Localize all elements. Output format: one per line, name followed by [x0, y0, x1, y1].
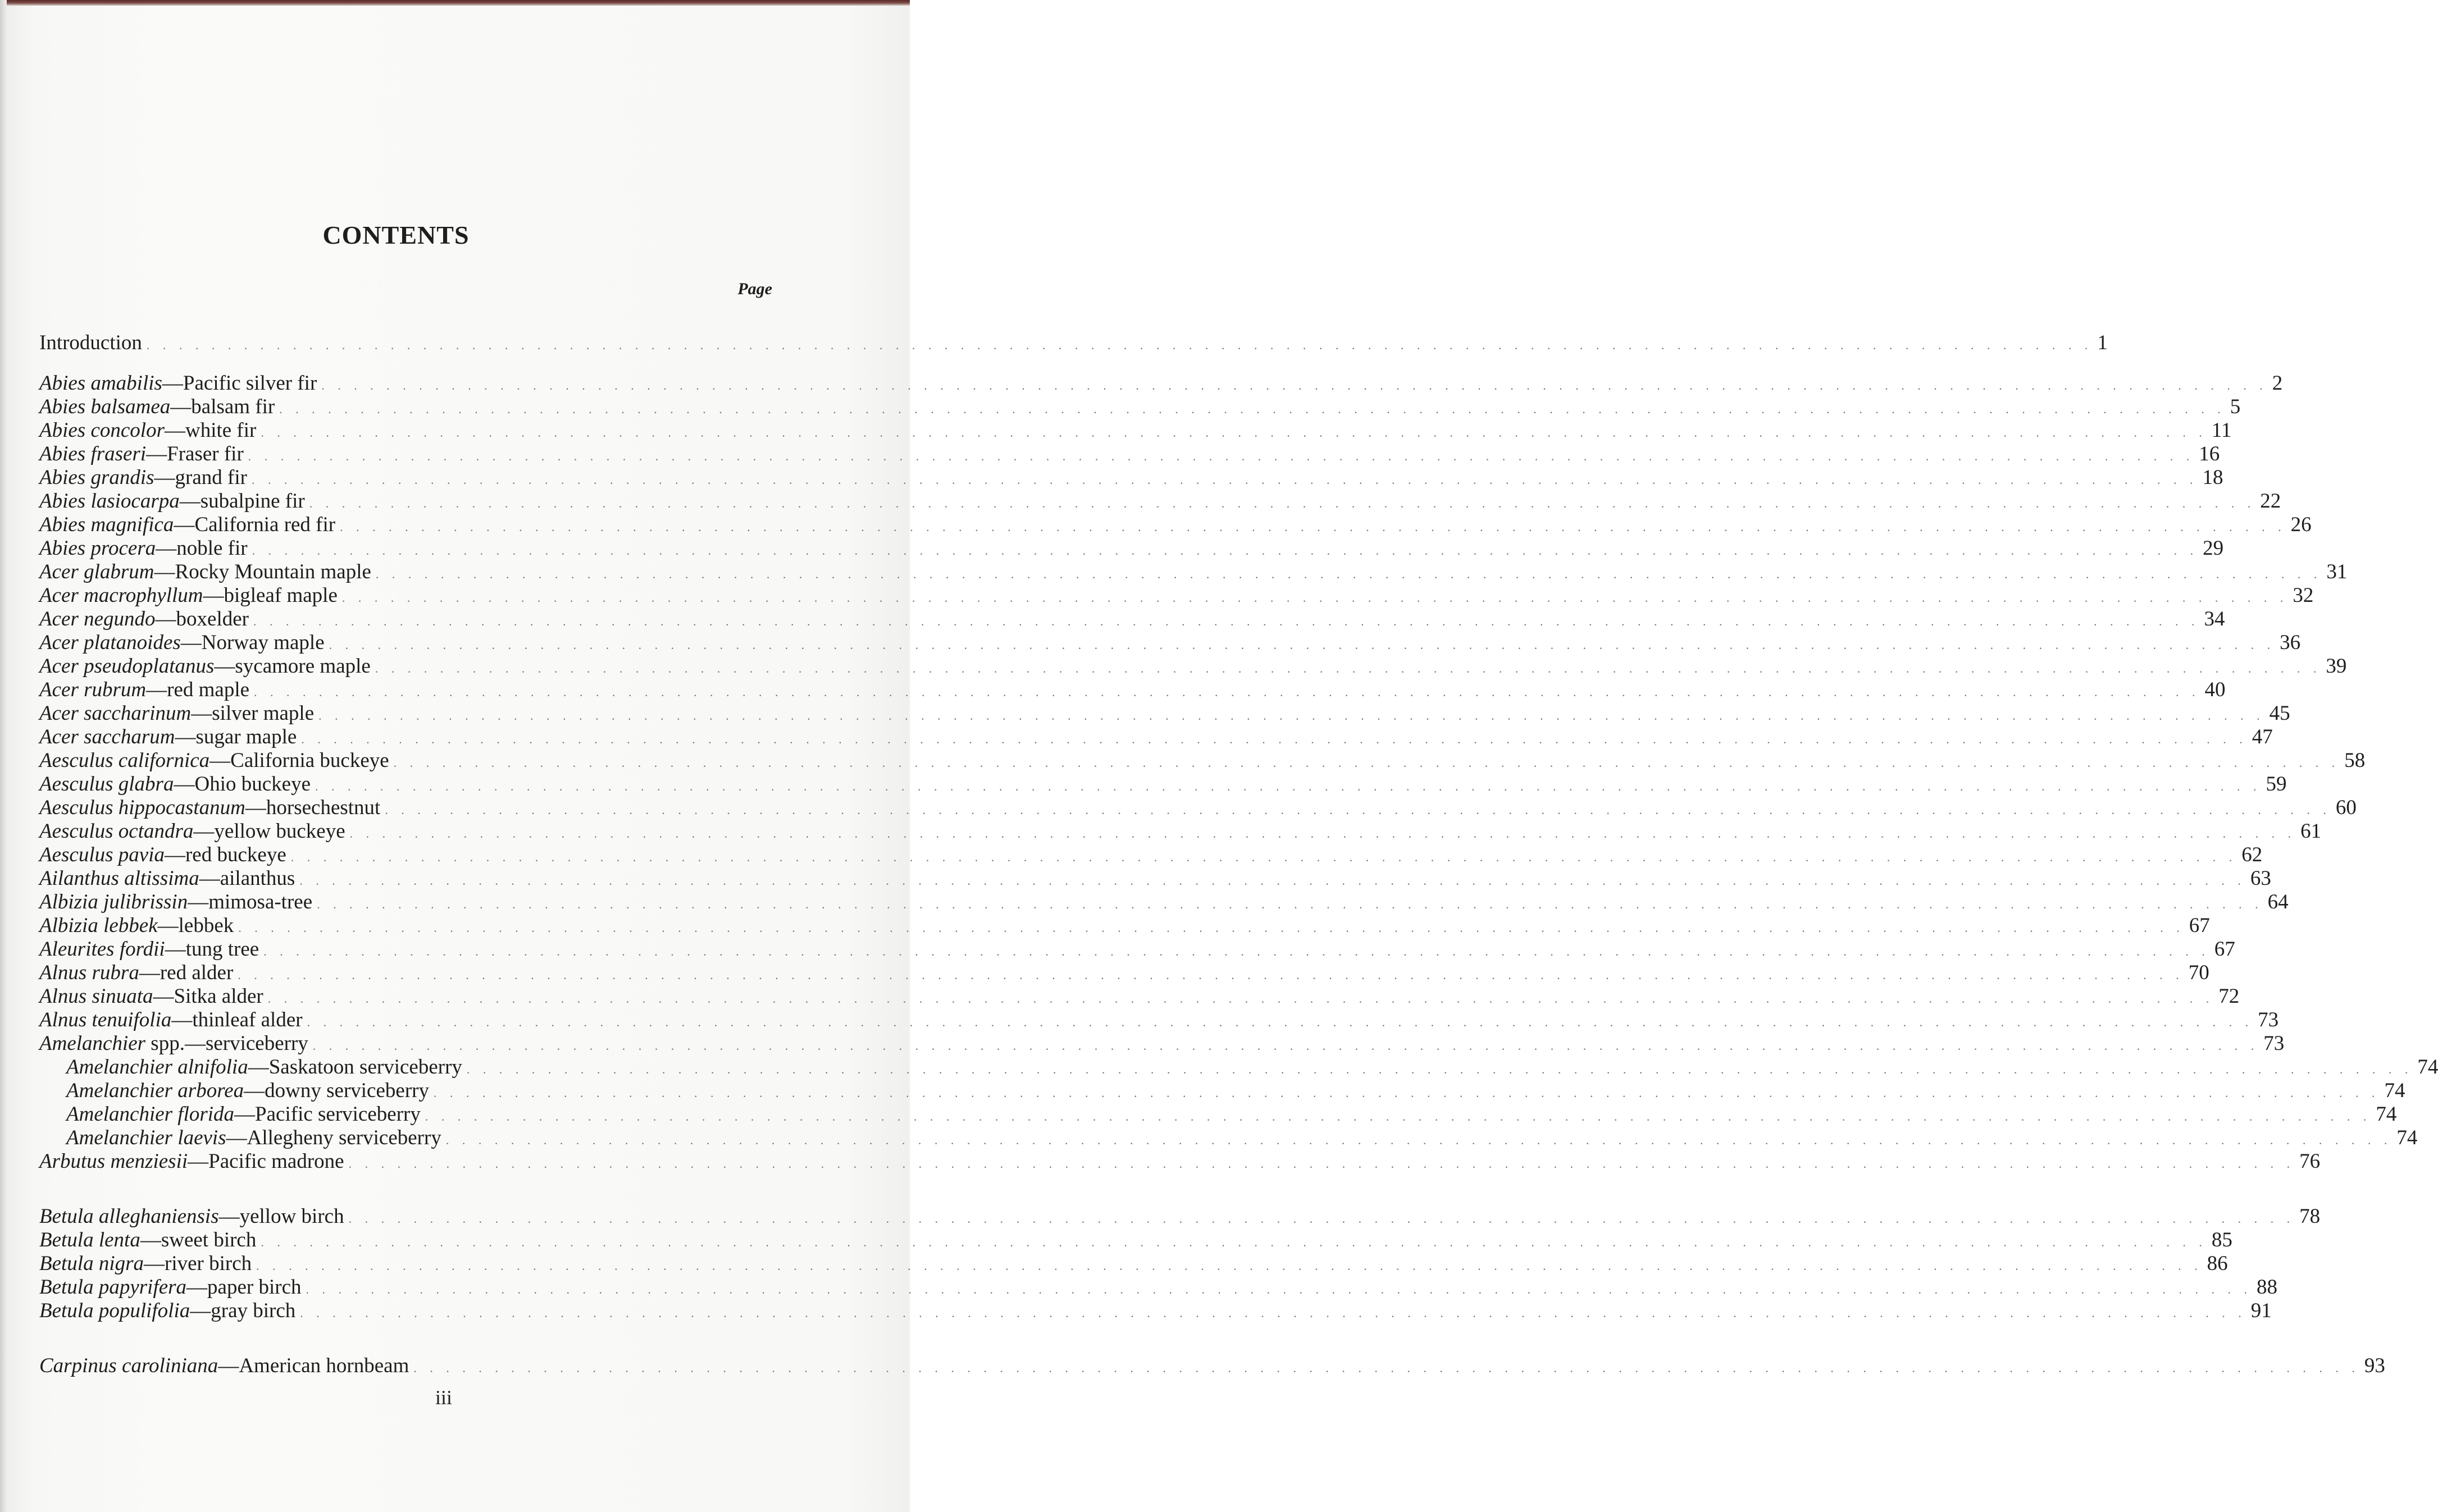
page-number: 62 [2241, 843, 2263, 866]
genus-name: Abies [39, 537, 86, 560]
page-number: 60 [2335, 796, 2357, 819]
leader-dots: . . . . . . . . . . . . . . . . . . . . . . . . . . . . . . . . . . . . . . . . . . . . . . . . . . . . . . . . . . . . . . . . . . . . . . . . . . . . . . . . . . . . . . . . . . . . . . . . . . . . . . . . . . . . . . . . . . . . . . . . [306, 1282, 2252, 1296]
species-name: glabrum [84, 560, 154, 583]
toc-entry [39, 749, 2366, 773]
page-number: 29 [2203, 537, 2224, 560]
common-name: thinleaf alder [192, 1008, 303, 1031]
entry-name: Amelanchier alnifolia—Saskatoon serviceberry [66, 1056, 462, 1079]
toc-entry [39, 1126, 2418, 1150]
common-name: mimosa-tree [208, 890, 313, 913]
common-name: horsechestnut [266, 796, 381, 819]
species-name: fordii [119, 938, 165, 961]
species-name: nigra [98, 1252, 144, 1275]
genus-name: Acer [39, 702, 79, 725]
page-number: 88 [2257, 1276, 2277, 1299]
common-name: American hornbeam [239, 1354, 409, 1377]
genus-name: Aesculus [39, 796, 113, 819]
leader-dots: . . . . . . . . . . . . . . . . . . . . . . . . . . . . . . . . . . . . . . . . . . . . . . . . . . . . . . . . . . . . . . . . . . . . . . . . . . . . . . . . . . . . . . . . . . . . . . . . . . . . . . . . . . . . . . . . . . . . . . . . [300, 1306, 2246, 1320]
page-number: 32 [2293, 584, 2314, 607]
genus-name: Abies [39, 372, 86, 395]
common-name: balsam fir [191, 395, 275, 418]
species-name: julibrissin [103, 890, 188, 913]
species-name: lasiocarpa [90, 490, 180, 513]
toc-entry [39, 773, 2287, 796]
entry-name: Amelanchier arborea—downy serviceberry [66, 1079, 429, 1102]
common-name: Rocky Mountain maple [175, 560, 371, 583]
toc-entry [39, 442, 2220, 466]
page-number: 1 [2097, 331, 2108, 354]
leader-dots: . . . . . . . . . . . . . . . . . . . . . . . . . . . . . . . . . . . . . . . . . . . . . . . . . . . . . . . . . . . . . . . . . . . . . . . . . . . . . . . . . . . . . . . . . . . . . . . . . . . . . . . . . . . . . . . . . . . . . . . . [340, 520, 2286, 534]
leader-dots: . . . . . . . . . . . . . . . . . . . . . . . . . . . . . . . . . . . . . . . . . . . . . . . . . . . . . . . . . . . . . . . . . . . . . . . . . . . . . . . . . . . . . . . . . . . . . . . . . . . . . . . . . . . . . . . . . . . . . . . . [251, 473, 2198, 487]
genus-name: Aesculus [39, 843, 113, 866]
toc-entry [39, 1056, 2438, 1079]
leader-dots: . . . . . . . . . . . . . . . . . . . . . . . . . . . . . . . . . . . . . . . . . . . . . . . . . . . . . . . . . . . . . . . . . . . . . . . . . . . . . . . . . . . . . . . . . . . . . . . . . . . . . . . . . . . . . . . . . . . . . . . . [341, 591, 2289, 605]
genus-name: Acer [39, 631, 79, 654]
page-number: 16 [2199, 442, 2220, 465]
entry-name: Amelanchier laevis—Allegheny serviceberry [66, 1126, 441, 1149]
genus-name: Acer [39, 655, 79, 678]
entry-name: Betula nigra—river birch [39, 1252, 252, 1275]
common-name: Sitka alder [174, 985, 263, 1008]
species-name: rubrum [84, 678, 147, 701]
entry-name: Acer macrophyllum—bigleaf maple [39, 584, 338, 607]
page-number: 74 [2384, 1079, 2405, 1102]
leader-dots: . . . . . . . . . . . . . . . . . . . . . . . . . . . . . . . . . . . . . . . . . . . . . . . . . . . . . . . . . . . . . . . . . . . . . . . . . . . . . . . . . . . . . . . . . . . . . . . . . . . . . . . . . . . . . . . . . . . . . . . . [375, 567, 2322, 581]
species-name: grandis [90, 466, 154, 489]
page-number: 31 [2326, 560, 2348, 583]
entry-name: Amelanchier florida—Pacific serviceberry [66, 1103, 421, 1126]
entry-name: Alnus tenuifolia—thinleaf alder [39, 1008, 303, 1031]
species-name: platanoides [84, 631, 181, 654]
entry-name: Abies grandis—grand fir [39, 466, 247, 489]
genus-name: Abies [39, 466, 86, 489]
common-name: sycamore maple [235, 655, 371, 678]
common-name: serviceberry [205, 1032, 308, 1055]
leader-dots: . . . . . . . . . . . . . . . . . . . . . . . . . . . . . . . . . . . . . . . . . . . . . . . . . . . . . . . . . . . . . . . . . . . . . . . . . . . . . . . . . . . . . . . . . . . . . . . . . . . . . . . . . . . . . . . . . . . . . . . . [348, 1212, 2295, 1226]
page-number: 58 [2344, 749, 2366, 772]
entry-name: Abies magnifica—California red fir [39, 513, 336, 536]
species-name: florida [177, 1103, 235, 1126]
leader-dots: . . . . . . . . . . . . . . . . . . . . . . . . . . . . . . . . . . . . . . . . . . . . . . . . . . . . . . . . . . . . . . . . . . . . . . . . . . . . . . . . . . . . . . . . . . . . . . . . . . . . . . . . . . . . . . . . . . . . . . . . [299, 874, 2246, 888]
species-name: populifolia [98, 1299, 190, 1322]
contents-list [39, 303, 2438, 1378]
genus-name: Aleurites [39, 938, 115, 961]
genus-name: Betula [39, 1228, 94, 1251]
common-name: grand fir [175, 466, 247, 489]
leader-dots: . . . . . . . . . . . . . . . . . . . . . . . . . . . . . . . . . . . . . . . . . . . . . . . . . . . . . . . . . . . . . . . . . . . . . . . . . . . . . . . . . . . . . . . . . . . . . . . . . . . . . . . . . . . . . . . . . . . . . . . . [317, 897, 2263, 911]
species-name: glabra [118, 773, 174, 796]
toc-entry [39, 537, 2224, 560]
genus-name: Aesculus [39, 820, 113, 843]
common-name: river birch [165, 1252, 252, 1275]
common-name: sugar maple [195, 725, 297, 748]
leader-dots: . . . . . . . . . . . . . . . . . . . . . . . . . . . . . . . . . . . . . . . . . . . . . . . . . . . . . . . . . . . . . . . . . . . . . . . . . . . . . . . . . . . . . . . . . . . . . . . . . . . . . . . . . . . . . . . . . . . . . . . . [256, 1259, 2203, 1273]
common-name: subalpine fir [200, 490, 305, 513]
leader-dots: . . . . . . . . . . . . . . . . . . . . . . . . . . . . . . . . . . . . . . . . . . . . . . . . . . . . . . . . . . . . . . . . . . . . . . . . . . . . . . . . . . . . . . . . . . . . . . . . . . . . . . . . . . . . . . . . . . . . . . . . [349, 826, 2296, 840]
page-number: 67 [2214, 938, 2235, 961]
common-name: Saskatoon serviceberry [268, 1056, 462, 1079]
toc-entry [39, 678, 2226, 702]
toc-entry [39, 490, 2281, 513]
entry-name: Amelanchier spp.—serviceberry [39, 1032, 308, 1055]
leader-dots: . . . . . . . . . . . . . . . . . . . . . . . . . . . . . . . . . . . . . . . . . . . . . . . . . . . . . . . . . . . . . . . . . . . . . . . . . . . . . . . . . . . . . . . . . . . . . . . . . . . . . . . . . . . . . . . . . . . . . . . . [466, 1062, 2413, 1076]
entry-name: Abies concolor—white fir [39, 419, 257, 442]
entry-name: Betula alleghaniensis—yellow birch [39, 1205, 344, 1228]
page-number: 91 [2250, 1299, 2272, 1322]
entry-name: Abies balsamea—balsam fir [39, 395, 275, 418]
species-qualifier: spp. [145, 1032, 185, 1055]
genus-name: Betula [39, 1276, 94, 1299]
genus-name: Acer [39, 725, 79, 748]
toc-entry [39, 395, 2241, 419]
entry-name: Acer negundo—boxelder [39, 607, 249, 631]
page-number: 26 [2290, 513, 2312, 536]
genus-name: Alnus [39, 961, 87, 984]
toc-entry [39, 843, 2263, 867]
toc-entry [39, 820, 2322, 843]
common-name: Fraser fir [167, 442, 244, 465]
toc-entry [39, 1252, 2228, 1276]
species-name: magnifica [90, 513, 174, 536]
common-name: downy serviceberry [265, 1079, 429, 1102]
toc-entry [39, 985, 2240, 1008]
common-name: Ohio buckeye [194, 773, 311, 796]
page-number: 74 [2376, 1103, 2397, 1126]
page-number: 36 [2280, 631, 2301, 654]
common-name: Allegheny serviceberry [247, 1126, 441, 1149]
entry-name: Arbutus menziesii—Pacific madrone [39, 1150, 344, 1173]
toc-entry [39, 1079, 2405, 1103]
leader-dots: . . . . . . . . . . . . . . . . . . . . . . . . . . . . . . . . . . . . . . . . . . . . . . . . . . . . . . . . . . . . . . . . . . . . . . . . . . . . . . . . . . . . . . . . . . . . . . . . . . . . . . . . . . . . . . . . . . . . . . . . [263, 944, 2210, 958]
entry-name: Acer glabrum—Rocky Mountain maple [39, 560, 371, 583]
species-name: concolor [90, 419, 165, 442]
species-name: lebbek [103, 914, 158, 937]
page-number: 5 [2230, 395, 2241, 418]
species-name: laevis [177, 1126, 226, 1149]
toc-entry [39, 372, 2283, 395]
genus-name: Abies [39, 419, 86, 442]
toc-entry [39, 1008, 2279, 1032]
common-name: noble fir [176, 537, 248, 560]
entry-name: Acer rubrum—red maple [39, 678, 250, 701]
toc-entry [39, 914, 2210, 938]
leader-dots: . . . . . . . . . . . . . . . . . . . . . . . . . . . . . . . . . . . . . . . . . . . . . . . . . . . . . . . . . . . . . . . . . . . . . . . . . . . . . . . . . . . . . . . . . . . . . . . . . . . . . . . . . . . . . . . . . . . . . . . . [252, 543, 2199, 558]
common-name: Norway maple [201, 631, 325, 654]
page-number: 93 [2364, 1354, 2385, 1377]
common-name: Pacific silver fir [183, 372, 317, 395]
species-name: lenta [98, 1228, 140, 1251]
page-number: 45 [2269, 702, 2290, 725]
page-column-label: Page [737, 280, 772, 298]
species-name: rubra [92, 961, 139, 984]
folio: iii [435, 1386, 452, 1409]
entry-name: Abies fraseri—Fraser fir [39, 442, 244, 465]
species-name: procera [90, 537, 156, 560]
entry-name: Acer saccharum—sugar maple [39, 725, 297, 748]
common-name: yellow buckeye [214, 820, 345, 843]
species-name: menziesii [110, 1150, 188, 1173]
page-number: 70 [2188, 961, 2209, 984]
species-name: negundo [84, 607, 156, 631]
leader-dots: . . . . . . . . . . . . . . . . . . . . . . . . . . . . . . . . . . . . . . . . . . . . . . . . . . . . . . . . . . . . . . . . . . . . . . . . . . . . . . . . . . . . . . . . . . . . . . . . . . . . . . . . . . . . . . . . . . . . . . . . [146, 338, 2093, 352]
genus-name: Acer [39, 560, 79, 583]
common-name: ailanthus [220, 867, 295, 890]
page-number: 40 [2204, 678, 2226, 701]
leader-dots: . . . . . . . . . . . . . . . . . . . . . . . . . . . . . . . . . . . . . . . . . . . . . . . . . . . . . . . . . . . . . . . . . . . . . . . . . . . . . . . . . . . . . . . . . . . . . . . . . . . . . . . . . . . . . . . . . . . . . . . . [433, 1086, 2380, 1100]
common-name: lebbek [178, 914, 234, 937]
genus-name: Ailanthus [39, 867, 119, 890]
common-name: Pacific madrone [208, 1150, 344, 1173]
page-number: 61 [2300, 820, 2322, 843]
common-name: yellow birch [239, 1205, 344, 1228]
leader-dots: . . . . . . . . . . . . . . . . . . . . . . . . . . . . . . . . . . . . . . . . . . . . . . . . . . . . . . . . . . . . . . . . . . . . . . . . . . . . . . . . . . . . . . . . . . . . . . . . . . . . . . . . . . . . . . . . . . . . . . . . [307, 1015, 2254, 1029]
page-number: 34 [2204, 607, 2225, 631]
common-name: white fir [185, 419, 257, 442]
common-name: paper birch [207, 1276, 302, 1299]
page-number: 64 [2267, 890, 2289, 913]
common-name: red alder [160, 961, 234, 984]
page-number: 47 [2252, 725, 2273, 748]
genus-name: Betula [39, 1252, 94, 1275]
species-name: fraseri [90, 442, 147, 465]
entry-name: Carpinus caroliniana—American hornbeam [39, 1354, 409, 1377]
genus-name: Betula [39, 1299, 94, 1322]
species-name: arborea [177, 1079, 244, 1102]
genus-name: Betula [39, 1205, 94, 1228]
leader-dots: . . . . . . . . . . . . . . . . . . . . . . . . . . . . . . . . . . . . . . . . . . . . . . . . . . . . . . . . . . . . . . . . . . . . . . . . . . . . . . . . . . . . . . . . . . . . . . . . . . . . . . . . . . . . . . . . . . . . . . . . [315, 779, 2262, 793]
leader-dots: . . . . . . . . . . . . . . . . . . . . . . . . . . . . . . . . . . . . . . . . . . . . . . . . . . . . . . . . . . . . . . . . . . . . . . . . . . . . . . . . . . . . . . . . . . . . . . . . . . . . . . . . . . . . . . . . . . . . . . . . [393, 756, 2340, 770]
page-number: 85 [2211, 1228, 2232, 1251]
common-name: red buckeye [185, 843, 286, 866]
entry-name: Ailanthus altissima—ailanthus [39, 867, 295, 890]
page-number: 78 [2299, 1205, 2321, 1228]
toc-entry [39, 655, 2347, 678]
entry-name: Betula lenta—sweet birch [39, 1228, 257, 1251]
entry-name: Aesculus glabra—Ohio buckeye [39, 773, 311, 796]
species-name: hippocastanum [118, 796, 245, 819]
entry-name: Aesculus pavia—red buckeye [39, 843, 286, 866]
leader-dots: . . . . . . . . . . . . . . . . . . . . . . . . . . . . . . . . . . . . . . . . . . . . . . . . . . . . . . . . . . . . . . . . . . . . . . . . . . . . . . . . . . . . . . . . . . . . . . . . . . . . . . . . . . . . . . . . . . . . . . . . [254, 685, 2200, 699]
common-name: silver maple [212, 702, 315, 725]
entry-name: Acer saccharinum—silver maple [39, 702, 315, 725]
genus-name: Acer [39, 584, 79, 607]
genus-name: Abies [39, 490, 86, 513]
page-number: 63 [2250, 867, 2271, 890]
toc-entry [39, 796, 2357, 820]
genus-name: Amelanchier [66, 1103, 173, 1126]
page-number: 59 [2266, 773, 2287, 796]
genus-name: Arbutus [39, 1150, 106, 1173]
toc-entry [39, 938, 2235, 961]
toc-entry [39, 466, 2223, 490]
species-entries [39, 372, 2438, 1378]
genus-name: Albizia [39, 890, 98, 913]
entry-name: Betula populifolia—gray birch [39, 1299, 296, 1322]
entry-name: Aesculus hippocastanum—horsechestnut [39, 796, 381, 819]
common-name: boxelder [176, 607, 249, 631]
toc-entry [39, 1205, 2321, 1228]
page-number: 67 [2189, 914, 2210, 937]
species-name: caroliniana [122, 1354, 218, 1377]
page-number: 18 [2202, 466, 2223, 489]
species-name: amabilis [90, 372, 162, 395]
toc-entry [39, 1032, 2285, 1056]
genus-name: Abies [39, 513, 86, 536]
genus-name: Carpinus [39, 1354, 117, 1377]
leader-dots: . . . . . . . . . . . . . . . . . . . . . . . . . . . . . . . . . . . . . . . . . . . . . . . . . . . . . . . . . . . . . . . . . . . . . . . . . . . . . . . . . . . . . . . . . . . . . . . . . . . . . . . . . . . . . . . . . . . . . . . . [301, 732, 2248, 746]
leader-dots: . . . . . . . . . . . . . . . . . . . . . . . . . . . . . . . . . . . . . . . . . . . . . . . . . . . . . . . . . . . . . . . . . . . . . . . . . . . . . . . . . . . . . . . . . . . . . . . . . . . . . . . . . . . . . . . . . . . . . . . . [385, 803, 2331, 817]
leader-dots: . . . . . . . . . . . . . . . . . . . . . . . . . . . . . . . . . . . . . . . . . . . . . . . . . . . . . . . . . . . . . . . . . . . . . . . . . . . . . . . . . . . . . . . . . . . . . . . . . . . . . . . . . . . . . . . . . . . . . . . . [348, 1157, 2295, 1171]
toc-entry [39, 867, 2271, 890]
common-name: sweet birch [161, 1228, 257, 1251]
leader-dots: . . . . . . . . . . . . . . . . . . . . . . . . . . . . . . . . . . . . . . . . . . . . . . . . . . . . . . . . . . . . . . . . . . . . . . . . . . . . . . . . . . . . . . . . . . . . . . . . . . . . . . . . . . . . . . . . . . . . . . . . [261, 1235, 2207, 1249]
species-name: macrophyllum [84, 584, 203, 607]
genus-name: Amelanchier [66, 1056, 173, 1079]
leader-dots: . . . . . . . . . . . . . . . . . . . . . . . . . . . . . . . . . . . . . . . . . . . . . . . . . . . . . . . . . . . . . . . . . . . . . . . . . . . . . . . . . . . . . . . . . . . . . . . . . . . . . . . . . . . . . . . . . . . . . . . . [290, 850, 2238, 864]
page-number: 73 [2263, 1032, 2285, 1055]
toc-entry [39, 702, 2290, 725]
leader-dots: . . . . . . . . . . . . . . . . . . . . . . . . . . . . . . . . . . . . . . . . . . . . . . . . . . . . . . . . . . . . . . . . . . . . . . . . . . . . . . . . . . . . . . . . . . . . . . . . . . . . . . . . . . . . . . . . . . . . . . . . [279, 402, 2226, 416]
page-title: CONTENTS [322, 221, 470, 249]
page-top-edge [0, 0, 910, 6]
toc-entry [39, 631, 2301, 655]
toc-entry [39, 1276, 2277, 1299]
entry-name: Acer pseudoplatanus—sycamore maple [39, 655, 371, 678]
entry-name: Abies lasiocarpa—subalpine fir [39, 490, 305, 513]
common-name: California buckeye [230, 749, 389, 772]
entry-name: Aleurites fordii—tung tree [39, 938, 259, 961]
leader-dots: . . . . . . . . . . . . . . . . . . . . . . . . . . . . . . . . . . . . . . . . . . . . . . . . . . . . . . . . . . . . . . . . . . . . . . . . . . . . . . . . . . . . . . . . . . . . . . . . . . . . . . . . . . . . . . . . . . . . . . . . [261, 426, 2207, 440]
entry-name: Alnus rubra—red alder [39, 961, 234, 984]
common-name: gray birch [211, 1299, 296, 1322]
toc-entry [39, 1150, 2321, 1173]
species-name: pseudoplatanus [84, 655, 215, 678]
genus-name: Amelanchier [39, 1032, 146, 1055]
leader-dots: . . . . . . . . . . . . . . . . . . . . . . . . . . . . . . . . . . . . . . . . . . . . . . . . . . . . . . . . . . . . . . . . . . . . . . . . . . . . . . . . . . . . . . . . . . . . . . . . . . . . . . . . . . . . . . . . . . . . . . . . [309, 496, 2256, 510]
toc-entry [39, 584, 2314, 607]
toc-entry [39, 1228, 2232, 1252]
toc-entry [39, 890, 2289, 914]
genus-name: Amelanchier [66, 1079, 173, 1102]
common-name: bigleaf maple [224, 584, 338, 607]
entry-label: Introduction [39, 331, 142, 354]
toc-entry [39, 1299, 2272, 1323]
toc-entry [39, 419, 2232, 442]
species-name: altissima [124, 867, 199, 890]
toc-entry [39, 1354, 2385, 1378]
leader-dots: . . . . . . . . . . . . . . . . . . . . . . . . . . . . . . . . . . . . . . . . . . . . . . . . . . . . . . . . . . . . . . . . . . . . . . . . . . . . . . . . . . . . . . . . . . . . . . . . . . . . . . . . . . . . . . . . . . . . . . . . [375, 661, 2322, 675]
common-name: California red fir [194, 513, 336, 536]
species-name: saccharum [84, 725, 175, 748]
page-number: 73 [2258, 1008, 2279, 1031]
entry-name: Alnus sinuata—Sitka alder [39, 985, 263, 1008]
toc-entry [39, 1103, 2397, 1126]
species-name: alleghaniensis [98, 1205, 219, 1228]
leader-dots: . . . . . . . . . . . . . . . . . . . . . . . . . . . . . . . . . . . . . . . . . . . . . . . . . . . . . . . . . . . . . . . . . . . . . . . . . . . . . . . . . . . . . . . . . . . . . . . . . . . . . . . . . . . . . . . . . . . . . . . . [425, 1109, 2372, 1123]
species-name: saccharinum [84, 702, 192, 725]
page-number: 11 [2211, 419, 2232, 442]
species-name: papyrifera [98, 1276, 187, 1299]
genus-name: Albizia [39, 914, 98, 937]
leader-dots: . . . . . . . . . . . . . . . . . . . . . . . . . . . . . . . . . . . . . . . . . . . . . . . . . . . . . . . . . . . . . . . . . . . . . . . . . . . . . . . . . . . . . . . . . . . . . . . . . . . . . . . . . . . . . . . . . . . . . . . . [321, 378, 2268, 392]
leader-dots: . . . . . . . . . . . . . . . . . . . . . . . . . . . . . . . . . . . . . . . . . . . . . . . . . . . . . . . . . . . . . . . . . . . . . . . . . . . . . . . . . . . . . . . . . . . . . . . . . . . . . . . . . . . . . . . . . . . . . . . . [445, 1133, 2393, 1147]
entry-name: Abies procera—noble fir [39, 537, 248, 560]
genus-name: Abies [39, 395, 86, 418]
common-name: Pacific serviceberry [255, 1103, 421, 1126]
toc-entry [39, 961, 2209, 985]
genus-name: Acer [39, 678, 79, 701]
genus-name: Amelanchier [66, 1126, 173, 1149]
page-number: 39 [2326, 655, 2347, 678]
genus-name: Alnus [39, 985, 87, 1008]
toc-entry [39, 513, 2312, 537]
species-name: californica [118, 749, 210, 772]
genus-name: Aesculus [39, 773, 113, 796]
leader-dots: . . . . . . . . . . . . . . . . . . . . . . . . . . . . . . . . . . . . . . . . . . . . . . . . . . . . . . . . . . . . . . . . . . . . . . . . . . . . . . . . . . . . . . . . . . . . . . . . . . . . . . . . . . . . . . . . . . . . . . . . [329, 638, 2276, 652]
leader-dots: . . . . . . . . . . . . . . . . . . . . . . . . . . . . . . . . . . . . . . . . . . . . . . . . . . . . . . . . . . . . . . . . . . . . . . . . . . . . . . . . . . . . . . . . . . . . . . . . . . . . . . . . . . . . . . . . . . . . . . . . [253, 614, 2200, 628]
entry-name: Aesculus octandra—yellow buckeye [39, 820, 345, 843]
toc-entry [39, 725, 2273, 749]
page-number: 74 [2396, 1126, 2418, 1149]
species-name: octandra [118, 820, 194, 843]
toc-entry [39, 607, 2225, 631]
page-number: 74 [2417, 1056, 2438, 1079]
entry-name: Aesculus californica—California buckeye [39, 749, 389, 772]
entry-name: Albizia lebbek—lebbek [39, 914, 234, 937]
leader-dots: . . . . . . . . . . . . . . . . . . . . . . . . . . . . . . . . . . . . . . . . . . . . . . . . . . . . . . . . . . . . . . . . . . . . . . . . . . . . . . . . . . . . . . . . . . . . . . . . . . . . . . . . . . . . . . . . . . . . . . . . [267, 992, 2214, 1006]
entry-name: Abies amabilis—Pacific silver fir [39, 372, 317, 395]
page-number: 86 [2207, 1252, 2228, 1275]
leader-dots: . . . . . . . . . . . . . . . . . . . . . . . . . . . . . . . . . . . . . . . . . . . . . . . . . . . . . . . . . . . . . . . . . . . . . . . . . . . . . . . . . . . . . . . . . . . . . . . . . . . . . . . . . . . . . . . . . . . . . . . . [248, 449, 2195, 463]
genus-name: Abies [39, 442, 86, 465]
leader-dots: . . . . . . . . . . . . . . . . . . . . . . . . . . . . . . . . . . . . . . . . . . . . . . . . . . . . . . . . . . . . . . . . . . . . . . . . . . . . . . . . . . . . . . . . . . . . . . . . . . . . . . . . . . . . . . . . . . . . . . . . [238, 968, 2184, 982]
common-name: red maple [167, 678, 250, 701]
page-number: 72 [2218, 985, 2240, 1008]
species-name: tenuifolia [92, 1008, 172, 1031]
page-number: 22 [2260, 490, 2281, 513]
page-number: 2 [2272, 372, 2283, 395]
common-name: tung tree [185, 938, 259, 961]
entry-name: Albizia julibrissin—mimosa-tree [39, 890, 313, 913]
entry-name: Acer platanoides—Norway maple [39, 631, 325, 654]
entry-name: Betula papyrifera—paper birch [39, 1276, 302, 1299]
leader-dots: . . . . . . . . . . . . . . . . . . . . . . . . . . . . . . . . . . . . . . . . . . . . . . . . . . . . . . . . . . . . . . . . . . . . . . . . . . . . . . . . . . . . . . . . . . . . . . . . . . . . . . . . . . . . . . . . . . . . . . . . [312, 1039, 2259, 1053]
species-name: sinuata [92, 985, 153, 1008]
page-number: 76 [2299, 1150, 2321, 1173]
genus-name: Acer [39, 607, 79, 631]
leader-dots: . . . . . . . . . . . . . . . . . . . . . . . . . . . . . . . . . . . . . . . . . . . . . . . . . . . . . . . . . . . . . . . . . . . . . . . . . . . . . . . . . . . . . . . . . . . . . . . . . . . . . . . . . . . . . . . . . . . . . . . . [318, 709, 2265, 723]
leader-dots: . . . . . . . . . . . . . . . . . . . . . . . . . . . . . . . . . . . . . . . . . . . . . . . . . . . . . . . . . . . . . . . . . . . . . . . . . . . . . . . . . . . . . . . . . . . . . . . . . . . . . . . . . . . . . . . . . . . . . . . . [413, 1361, 2360, 1375]
toc-entry [39, 560, 2348, 584]
species-name: alnifolia [177, 1056, 248, 1079]
toc-entry-introduction [39, 331, 2108, 355]
genus-name: Aesculus [39, 749, 113, 772]
species-name: balsamea [90, 395, 171, 418]
genus-name: Alnus [39, 1008, 87, 1031]
leader-dots: . . . . . . . . . . . . . . . . . . . . . . . . . . . . . . . . . . . . . . . . . . . . . . . . . . . . . . . . . . . . . . . . . . . . . . . . . . . . . . . . . . . . . . . . . . . . . . . . . . . . . . . . . . . . . . . . . . . . . . . . [238, 921, 2185, 935]
species-name: pavia [118, 843, 165, 866]
